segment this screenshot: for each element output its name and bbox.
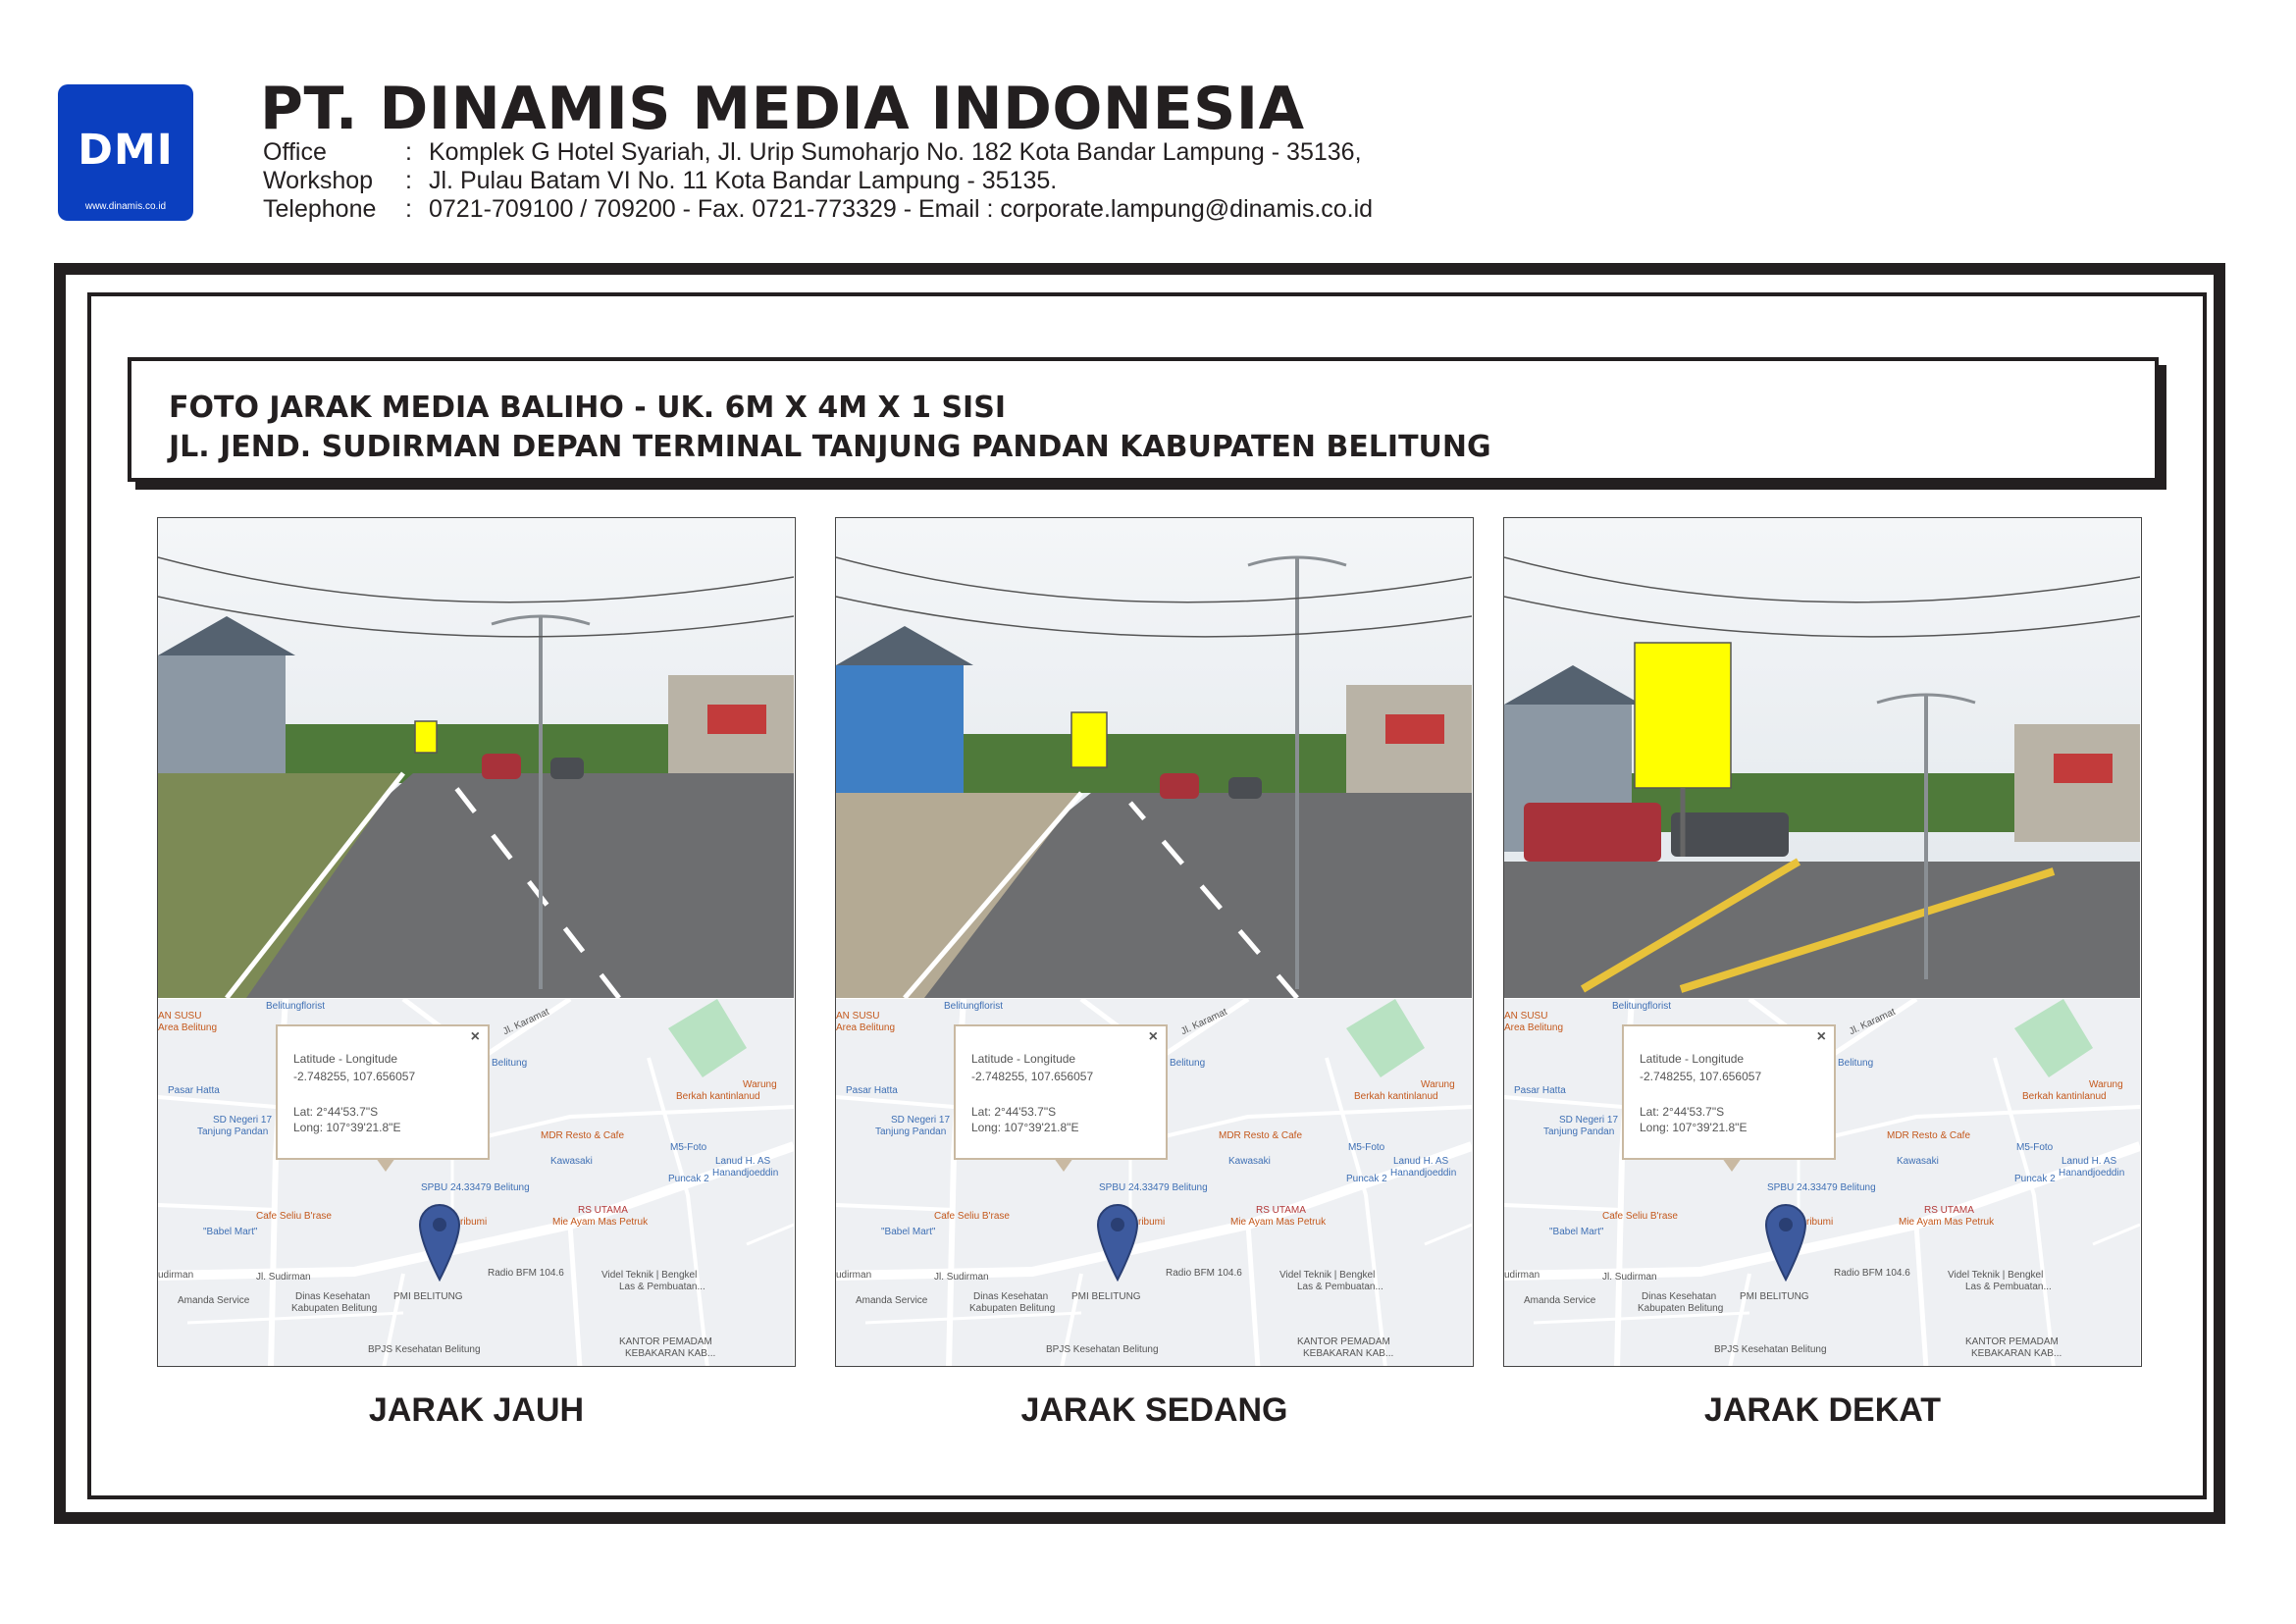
location-map[interactable] [836,999,1472,1367]
map-label: Las & Pembuatan... [619,1282,705,1292]
map-label: KEBAKARAN KAB... [1971,1348,2062,1359]
map-label: Jl. Sudirman [934,1272,989,1283]
title-line-1: FOTO JARAK MEDIA BALIHO - UK. 6M X 4M X 1 SISI [169,391,1006,425]
map-label: Berkah kantinlanud [2022,1091,2107,1102]
map-label: Amanda Service [856,1295,928,1306]
map-label: Cafe Seliu B'rase [256,1211,332,1222]
map-label: AN SUSU [836,1011,880,1022]
contact-value: Jl. Pulau Batam VI No. 11 Kota Bandar Lampung - 35135. [429,167,1058,194]
map-label: Belitung [1838,1058,1874,1069]
map-label: Lanud H. AS [1393,1156,1449,1167]
map-label: Belitung [1170,1058,1206,1069]
location-map[interactable] [158,999,794,1367]
map-label: Dinas Kesehatan [295,1291,371,1302]
map-label: Puncak 2 [1346,1174,1387,1184]
map-label: PMI BELITUNG [1071,1291,1141,1302]
map-label: Jl. Sudirman [256,1272,311,1283]
map-label: KEBAKARAN KAB... [1303,1348,1394,1359]
building [707,705,766,734]
map-label: Tanjung Pandan [197,1126,269,1137]
map-label: Hanandjoeddin [712,1168,779,1179]
map-label: KANTOR PEMADAM [619,1336,712,1347]
popup-lat: Lat: 2°44'53.7"S [971,1105,1057,1119]
car [1524,803,1661,862]
contact-label: Office [263,138,327,166]
map-label: Jl. Karamat [1848,1006,1898,1038]
map-label: Dinas Kesehatan [1642,1291,1717,1302]
map-label: Cafe Seliu B'rase [1602,1211,1678,1222]
close-icon[interactable]: × [1816,1028,1826,1045]
map-label: ribumi [1806,1217,1834,1228]
map-label: RS UTAMA [578,1205,628,1216]
map-label: SPBU 24.33479 Belitung [1767,1182,1876,1193]
contact-telephone [263,195,1373,224]
map-label: Area Belitung [158,1022,218,1033]
map-label: Kabupaten Belitung [969,1303,1056,1314]
map-label: Amanda Service [1524,1295,1596,1306]
contact-sep: : [405,167,412,194]
map-label: M5-Foto [670,1142,707,1153]
map-pin-icon[interactable] [1096,1203,1139,1282]
popup-coords: -2.748255, 107.656057 [971,1070,1094,1083]
map-label: Pasar Hatta [846,1085,898,1096]
close-icon[interactable]: × [470,1028,480,1045]
popup-tail [1722,1158,1742,1172]
map-label: SPBU 24.33479 Belitung [1099,1182,1208,1193]
map-label: Area Belitung [1504,1022,1564,1033]
map-label: Mie Ayam Mas Petruk [1899,1217,1995,1228]
street-photo [158,518,794,998]
popup-tail [376,1158,395,1172]
panel-caption: JARAK JAUH [368,1391,585,1429]
map-label: BPJS Kesehatan Belitung [1046,1344,1159,1355]
panel-caption: JARAK DEKAT [1703,1391,1942,1429]
map-label: ribumi [460,1217,488,1228]
popup-coords: -2.748255, 107.656057 [1640,1070,1762,1083]
map-label: RS UTAMA [1924,1205,1974,1216]
map-label: "Babel Mart" [881,1227,936,1237]
map-label: Kabupaten Belitung [1638,1303,1724,1314]
popup-heading: Latitude - Longitude [1640,1052,1745,1066]
billboard [1071,712,1107,767]
distance-panel-3 [1503,517,2142,1367]
contact-label: Workshop [263,167,374,194]
map-label: Radio BFM 104.6 [488,1268,564,1279]
map-label: Warung [1421,1079,1455,1090]
map-label: Hanandjoeddin [1390,1168,1457,1179]
map-label: Berkah kantinlanud [676,1091,760,1102]
map-label: Jl. Sudirman [1602,1272,1657,1283]
billboard [1635,643,1731,788]
map-label: Dinas Kesehatan [973,1291,1049,1302]
close-icon[interactable]: × [1148,1028,1158,1045]
map-label: M5-Foto [2016,1142,2054,1153]
logo-text: DMI [78,126,174,175]
map-label: Kawasaki [1897,1156,1939,1167]
map-label: Radio BFM 104.6 [1834,1268,1910,1279]
map-label: Pasar Hatta [1514,1085,1566,1096]
car [550,758,584,779]
title-box [128,357,2159,482]
billboard [415,721,437,753]
map-label: Radio BFM 104.6 [1166,1268,1242,1279]
map-label: BPJS Kesehatan Belitung [368,1344,481,1355]
map-label: udirman [836,1270,872,1281]
map-label: Puncak 2 [668,1174,709,1184]
map-label: BPJS Kesehatan Belitung [1714,1344,1827,1355]
contact-office [263,138,1373,167]
map-label: RS UTAMA [1256,1205,1306,1216]
popup-coords: -2.748255, 107.656057 [293,1070,416,1083]
contact-sep: : [405,138,412,166]
building [2054,754,2113,783]
map-label: Kawasaki [550,1156,593,1167]
map-label: Berkah kantinlanud [1354,1091,1438,1102]
popup-lat: Lat: 2°44'53.7"S [1640,1105,1725,1119]
distance-panel-2 [835,517,1474,1367]
map-pin-icon[interactable] [418,1203,461,1282]
map-label: Puncak 2 [2014,1174,2056,1184]
map-label: AN SUSU [158,1011,202,1022]
map-label: KEBAKARAN KAB... [625,1348,716,1359]
map-label: Belitungflorist [266,1001,326,1012]
title-line-2: JL. JEND. SUDIRMAN DEPAN TERMINAL TANJUNG PANDAN KABUPATEN BELITUNG [169,430,1491,464]
contact-workshop [263,167,1373,195]
coordinate-popup [954,1024,1168,1160]
street-photo [1504,518,2140,998]
contact-sep: : [405,195,412,223]
car [1160,773,1199,799]
map-label: Las & Pembuatan... [1297,1282,1383,1292]
map-label: KANTOR PEMADAM [1297,1336,1390,1347]
map-label: Pasar Hatta [168,1085,220,1096]
map-label: Belitungflorist [944,1001,1004,1012]
map-label: Belitung [492,1058,528,1069]
map-label: udirman [158,1270,194,1281]
map-label: PMI BELITUNG [393,1291,463,1302]
map-label: Belitungflorist [1612,1001,1672,1012]
map-label: MDR Resto & Cafe [541,1130,625,1141]
popup-tail [1054,1158,1073,1172]
map-label: Kawasaki [1228,1156,1271,1167]
map-label: M5-Foto [1348,1142,1385,1153]
map-pin-icon[interactable] [1764,1203,1807,1282]
map-label: MDR Resto & Cafe [1219,1130,1303,1141]
map-label: Area Belitung [836,1022,896,1033]
map-label: SD Negeri 17 [213,1115,273,1126]
map-label: ribumi [1138,1217,1166,1228]
map-label: AN SUSU [1504,1011,1548,1022]
map-label: Videl Teknik | Bengkel [1948,1270,2044,1281]
map-label: Lanud H. AS [715,1156,771,1167]
map-label: KANTOR PEMADAM [1965,1336,2059,1347]
map-label: Videl Teknik | Bengkel [601,1270,698,1281]
distance-panel-1 [157,517,796,1367]
company-logo [58,84,193,221]
map-label: Cafe Seliu B'rase [934,1211,1010,1222]
map-label: Tanjung Pandan [1543,1126,1615,1137]
map-label: MDR Resto & Cafe [1887,1130,1971,1141]
logo-url: www.dinamis.co.id [84,201,167,212]
map-label: SD Negeri 17 [891,1115,951,1126]
popup-long: Long: 107°39'21.8"E [293,1121,401,1134]
contact-value: Komplek G Hotel Syariah, Jl. Urip Sumoharjo No. 182 Kota Bandar Lampung - 35136, [429,138,1362,166]
panel-caption: JARAK SEDANG [1020,1391,1288,1429]
building [836,665,964,812]
popup-long: Long: 107°39'21.8"E [1640,1121,1748,1134]
location-map[interactable] [1504,999,2140,1367]
map-label: Jl. Karamat [501,1006,551,1038]
map-label: Amanda Service [178,1295,250,1306]
map-label: Lanud H. AS [2061,1156,2117,1167]
map-label: Warung [2089,1079,2123,1090]
map-label: Warung [743,1079,777,1090]
map-label: Tanjung Pandan [875,1126,947,1137]
map-label: Videl Teknik | Bengkel [1279,1270,1376,1281]
company-contacts [263,138,1373,224]
contact-value: 0721-709100 / 709200 - Fax. 0721-773329 - Email : corporate.lampung@dinamis.co.id [429,195,1374,223]
map-label: Mie Ayam Mas Petruk [552,1217,649,1228]
map-label: Las & Pembuatan... [1965,1282,2052,1292]
contact-label: Telephone [263,195,377,223]
building [1385,714,1444,744]
street-photo [836,518,1472,998]
car [482,754,521,779]
map-label: "Babel Mart" [1549,1227,1604,1237]
map-label: Kabupaten Belitung [291,1303,378,1314]
map-label: Mie Ayam Mas Petruk [1230,1217,1327,1228]
map-label: SPBU 24.33479 Belitung [421,1182,530,1193]
popup-lat: Lat: 2°44'53.7"S [293,1105,379,1119]
map-label: PMI BELITUNG [1740,1291,1809,1302]
map-label: Hanandjoeddin [2059,1168,2125,1179]
map-label: Jl. Karamat [1179,1006,1229,1038]
popup-long: Long: 107°39'21.8"E [971,1121,1079,1134]
map-label: "Babel Mart" [203,1227,258,1237]
coordinate-popup [1622,1024,1836,1160]
map-label: SD Negeri 17 [1559,1115,1619,1126]
company-name: PT. DINAMIS MEDIA INDONESIA [260,75,1305,143]
coordinate-popup [276,1024,490,1160]
popup-heading: Latitude - Longitude [971,1052,1076,1066]
car [1228,777,1262,799]
map-label: udirman [1504,1270,1540,1281]
car [1671,812,1789,857]
popup-heading: Latitude - Longitude [293,1052,398,1066]
